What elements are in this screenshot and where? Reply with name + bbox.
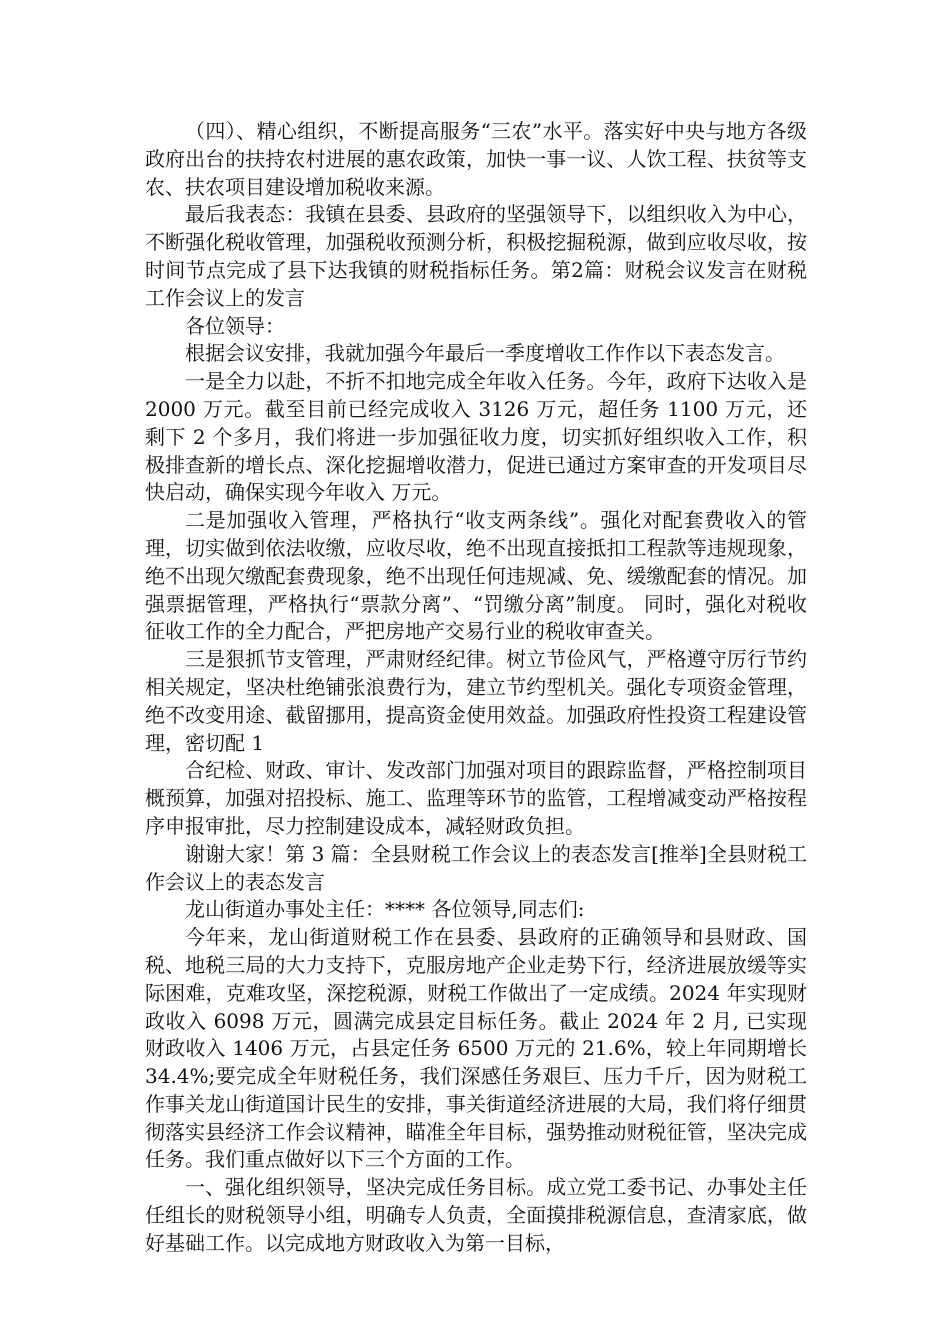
paragraph-statement: 最后我表态：我镇在县委、县政府的坚强领导下，以组织收入为中心，不断强化税收管理，加强税收预测分析，积极挖掘税源，做到应收尽收，按时间节点完成了县下达我镇的财税指标任务。第2篇：财税会议发言在财税工作会议上的发言 (145, 202, 807, 310)
paragraph-intro: 根据会议安排，我就加强今年最后一季度增收工作作以下表态发言。 (185, 341, 785, 366)
document-body (145, 118, 807, 1258)
paragraph-point-three: 三是狠抓节支管理，严肃财经纪律。树立节俭风气，严格遵守厉行节约相关规定，坚决杜绝铺张浪费行为，建立节约型机关。强化专项资金管理，绝不改变用途、截留挪用，提高资金使用效益。加强政府性投资工程建设管理，密切配 1 (145, 647, 807, 755)
paragraph-speaker: 龙山街道办事处主任：**** 各位领导,同志们: (185, 897, 585, 922)
paragraph-thanks: 谢谢大家！第 3 篇：全县财税工作会议上的表态发言[推举]全县财税工作会议上的表态发言 (145, 841, 807, 894)
paragraph-supervision: 合纪检、财政、审计、发改部门加强对项目的跟踪监督，严格控制项目概预算，加强对招投标、施工、监理等环节的监管，工程增减变动严格按程序申报审批，尽力控制建设成本，减轻财政负担。 (145, 758, 807, 838)
paragraph-rural-service: （四）、精心组织，不断提高服务“三农”水平。落实好中央与地方各级政府出台的扶持农村进展的惠农政策，加快一事一议、人饮工程、扶贫等支农、扶农项目建设增加税收来源。 (145, 119, 807, 199)
paragraph-point-one: 一是全力以赴，不折不扣地完成全年收入任务。今年，政府下达收入是 2000 万元。截至目前已经完成收入 3126 万元，超任务 1100 万元，还剩下 2 个多月，我们将进一步加强征收力度，切实抓好组织收入工作，积极排查新的增长点、深化挖掘增收潜力，促进已通过方案审查的开发项目尽快启动，确保实现今年收入 万元。 (145, 369, 807, 505)
paragraph-organization: 一、强化组织领导，坚决完成任务目标。成立党工委书记、办事处主任任组长的财税领导小组，明确专人负责，全面摸排税源信息，查清家底，做好基础工作。以完成地方财政收入为第一目标， (145, 1175, 807, 1255)
paragraph-point-two: 二是加强收入管理，严格执行“收支两条线”。强化对配套费收入的管理，切实做到依法收缴，应收尽收，绝不出现直接抵扣工程款等违规现象，绝不出现欠缴配套费现象，绝不出现任何违规减、免、缓缴配套的情况。加强票据管理，严格执行“票款分离”、“罚缴分离”制度。 同时，强化对税收征收工作的全力配合，严把房地产交易行业的税收审查关。 (145, 508, 807, 644)
paragraph-longshan-report: 今年来，龙山街道财税工作在县委、县政府的正确领导和县财政、国税、地税三局的大力支持下，克服房地产企业走势下行，经济进展放缓等实际困难，克难攻坚，深挖税源，财税工作做出了一定成绩。2024 年实现财政收入 6098 万元，圆满完成县定目标任务。截止 2024 年 2 月, 已实现财政收入 1406 万元，占县定任务 6500 万元的 21.6%，较上年同期增长 34.4%;要完成全年财税任务，我们深感任务艰巨、压力千斤，因为财税工作事关龙山街道国计民生的安排，事关街道经济进展的大局，我们将仔细贯彻落实县经济工作会议精神，瞄准全年目标，强势推动财税征管，坚决完成任务。我们重点做好以下三个方面的工作。 (145, 925, 807, 1172)
paragraph-salutation: 各位领导： (185, 313, 285, 338)
